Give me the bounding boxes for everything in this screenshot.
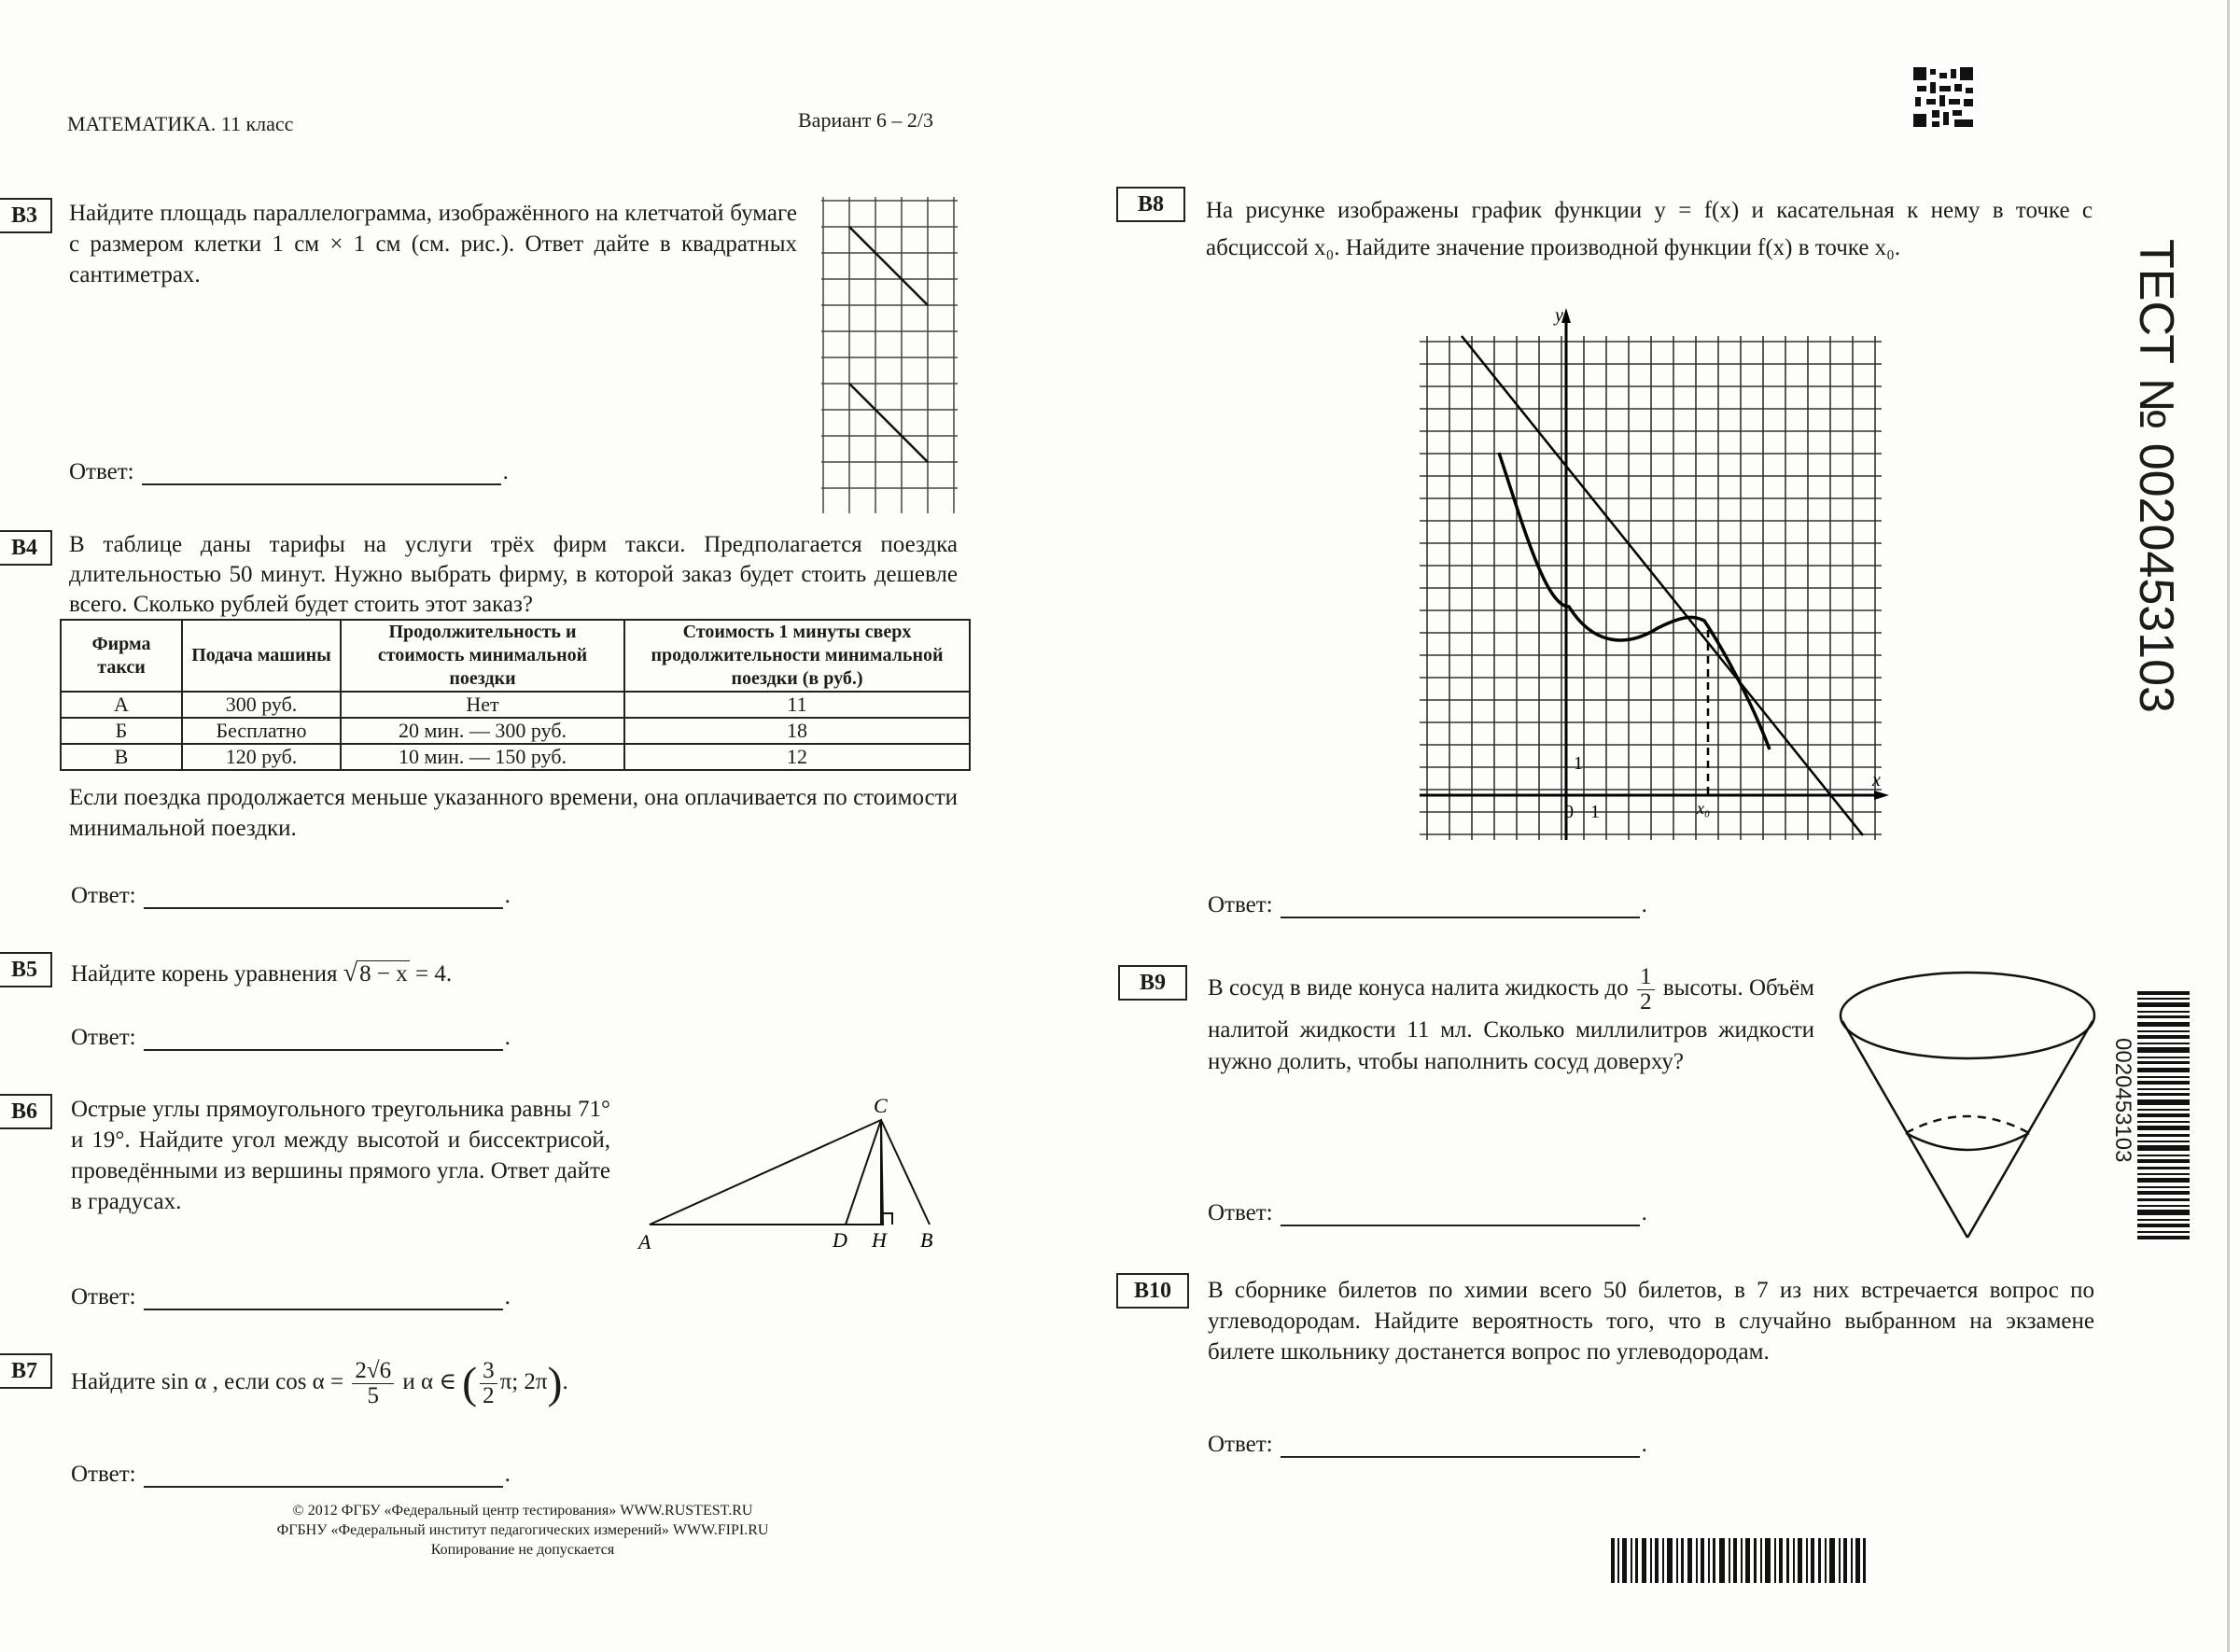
table-cell: 12 [624,744,970,770]
unit-y-label: 1 [1574,753,1583,774]
task-b8-text: На рисунке изображены график функции y = f(x) и касательная к нему в точке с абсциссой x₀. Найдите значение производной функции f(x) в точке x₀. [1206,198,2093,260]
taxi-tariff-table [60,619,971,771]
task-label-b6: B6 [0,1094,52,1129]
frac-denominator: 2 [1640,989,1652,1015]
table-cell: Нет [341,692,624,718]
footer-line-3: Копирование не допускается [430,1542,615,1558]
task-b9-text: В сосуд в виде конуса налита жидкость до $\frac{1}{2}$ высоты. Объём налитой жидкости 11 мл. Сколько миллилитров жидкости нужно долить, чтобы наполнить сосуд доверху? [1208,964,1814,1074]
table-cell: 20 мин. — 300 руб. [341,718,624,744]
task-b10-text: В сборнике билетов по химии всего 50 билетов, в 7 из них встречается вопрос по углеводородам. Найдите вероятность того, что в случайно выбранном на экзамене билете школьнику достанется вопрос по углеводородам. [1208,1278,2094,1365]
table-cell: В [61,744,182,770]
table-header-cell: Подача машины [182,620,341,692]
x0-label: x₀ [1697,799,1711,818]
table-cell: Бесплатно [182,718,341,744]
axis-label-y: y [1555,305,1563,326]
table-row [61,692,970,718]
frac-denominator: 5 [367,1383,379,1408]
cone-vessel-figure [1837,967,2107,1247]
task-label-b5: B5 [0,952,52,987]
bottom-barcode [1611,1538,1867,1583]
frac-numerator: 1 [1637,965,1655,990]
page-edge [2227,0,2230,1652]
answer-line-b6[interactable] [144,1288,503,1310]
table-header-cell: Фирма такси [61,620,182,692]
point-label-h: H [872,1228,887,1252]
table-cell: 120 руб. [182,744,341,770]
table-header-cell: Продолжительность и стоимость минимальной поездки [341,620,624,692]
answer-line-b5[interactable] [144,1029,503,1051]
task-b3-text: Найдите площадь параллелограмма, изображённого на клетчатой бумаге с размером клетки 1 см × 1 см (см. рис.). Ответ дайте в квадратных сантиметрах. [69,201,797,287]
unit-x-label: 1 [1590,802,1600,822]
answer-b7: Ответ: . [71,1462,511,1487]
table-cell: 18 [624,718,970,744]
parallelogram-grid-figure [821,191,961,518]
answer-b3: Ответ: . [69,459,509,484]
side-barcode [2137,991,2190,1239]
function-graph-figure [1406,299,1891,849]
table-cell: 300 руб. [182,692,341,718]
point-label-a: A [638,1230,651,1253]
answer-line-b3[interactable] [142,463,501,485]
answer-b6: Ответ: . [71,1284,511,1309]
task-label-b7: B7 [0,1353,52,1389]
axis-label-x: x [1872,770,1881,791]
table-row [61,744,970,770]
answer-line-b8[interactable] [1281,896,1640,918]
task-label-b10: B10 [1116,1273,1189,1309]
table-cell: Б [61,718,182,744]
answer-b9: Ответ: . [1208,1200,1647,1225]
vertical-test-number: ТЕСТ № 0020453103 [2129,239,2183,713]
answer-line-b7[interactable] [144,1465,503,1488]
table-cell: 10 мин. — 150 руб. [341,744,624,770]
footer [224,1501,821,1560]
variant-header: Вариант 6 – 2/3 [798,108,933,132]
table-cell: 11 [624,692,970,718]
point-label-c: C [874,1094,888,1117]
answer-b5: Ответ: . [71,1025,511,1050]
answer-line-b9[interactable] [1281,1204,1640,1226]
answer-b8: Ответ: . [1208,892,1647,917]
point-label-d: D [833,1228,847,1252]
task-b5-text: Найдите корень уравнения √8 − x = 4. [71,959,453,987]
table-header-cell: Стоимость 1 минуты сверх продолжительности минимальной поездки (в руб.) [624,620,970,692]
answer-line-b4[interactable] [144,887,503,909]
subject-header: МАТЕМАТИКА. 11 класс [67,112,294,135]
side-barcode-number: 0020453103 [2110,1038,2135,1163]
answer-line-b10[interactable] [1281,1435,1640,1458]
point-label-b: B [920,1228,933,1252]
table-row [61,718,970,744]
interval-denominator: 2 [483,1383,495,1408]
qr-code [1911,65,1975,129]
answer-b10: Ответ: . [1208,1432,1647,1457]
right-triangle-figure [631,1083,948,1260]
table-header-row [61,620,970,692]
table-cell: А [61,692,182,718]
answer-b4: Ответ: . [71,883,511,908]
footer-line-2: ФГБНУ «Федеральный институт педагогических измерений» WWW.FIPI.RU [276,1522,769,1538]
task-b4-text: В таблице даны тарифы на услуги трёх фирм такси. Предполагается поездка длительностью 50 минут. Нужно выбрать фирму, в которой заказ будет стоить дешевле всего. Сколько рублей будет стоить этот заказ? [69,532,958,617]
task-label-b4: B4 [0,530,52,566]
footer-line-1: © 2012 ФГБУ «Федеральный центр тестирования» WWW.RUSTEST.RU [292,1503,753,1519]
frac-numerator: 2√6 [352,1359,394,1384]
task-label-b9: B9 [1118,965,1187,1001]
task-b4-note: Если поездка продолжается меньше указанного времени, она оплачивается по стоимости минимальной поездки. [69,785,958,841]
interval-numerator: 3 [480,1359,497,1384]
task-label-b3: B3 [0,198,52,233]
task-b7-text: Найдите sin α , если cos α = $\frac{2√6}{5}$ и α ∈ ( $\frac{3}{2}$ π; 2π). [71,1358,568,1408]
origin-label: 0 [1564,802,1574,822]
task-label-b8: B8 [1116,187,1185,222]
task-b6-text: Острые углы прямоугольного треугольника равны 71° и 19°. Найдите угол между высотой и биссектрисой, проведёнными из вершины прямого угла. Ответ дайте в градусах. [71,1097,610,1214]
radicand: 8 − x [359,961,408,987]
